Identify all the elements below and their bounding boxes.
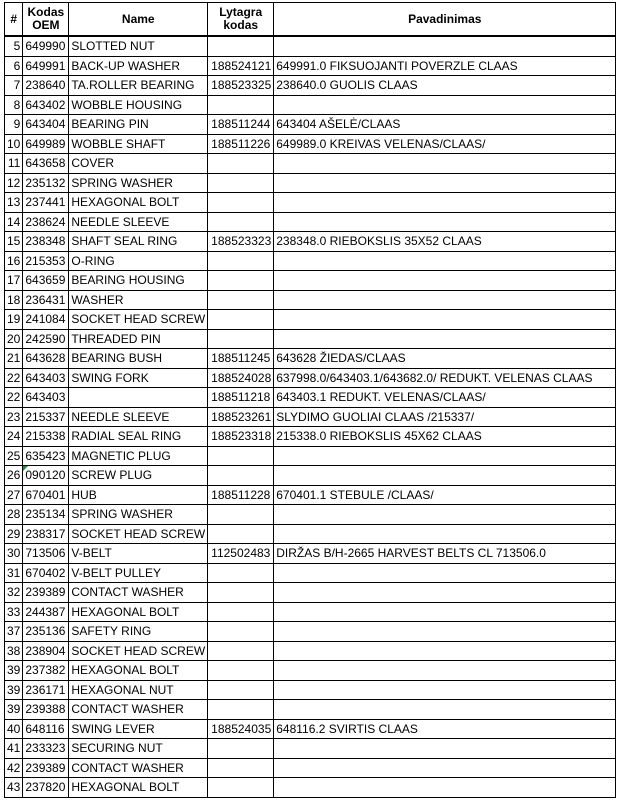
table-row bbox=[5, 368, 616, 388]
cell-name[interactable]: SECURING NUT bbox=[69, 739, 208, 759]
cell-number[interactable]: 38 bbox=[5, 641, 23, 661]
cell-lytagra-code[interactable] bbox=[208, 95, 274, 115]
cell-description[interactable] bbox=[274, 680, 616, 700]
cell-name[interactable]: HUB bbox=[69, 485, 208, 505]
table-row bbox=[5, 622, 616, 642]
cell-description[interactable] bbox=[274, 641, 616, 661]
cell-number[interactable]: 39 bbox=[5, 700, 23, 720]
cell-lytagra-code[interactable] bbox=[208, 173, 274, 193]
cell-name[interactable]: V-BELT PULLEY bbox=[69, 563, 208, 583]
table-row bbox=[5, 661, 616, 681]
cell-description[interactable] bbox=[274, 36, 616, 56]
cell-oem-code[interactable]: 670401 bbox=[23, 485, 69, 505]
cell-oem-code[interactable]: 643402 bbox=[23, 95, 69, 115]
cell-description[interactable] bbox=[274, 661, 616, 681]
cell-number[interactable]: 18 bbox=[5, 290, 23, 310]
cell-name[interactable]: RADIAL SEAL RING bbox=[69, 427, 208, 447]
table-row bbox=[5, 407, 616, 427]
cell-lytagra-code[interactable]: 188524121 bbox=[208, 56, 274, 76]
cell-name[interactable]: NEEDLE SLEEVE bbox=[69, 212, 208, 232]
cell-name[interactable]: TA.ROLLER BEARING bbox=[69, 76, 208, 96]
cell-number[interactable]: 9 bbox=[5, 115, 23, 135]
table-row bbox=[5, 251, 616, 271]
cell-lytagra-code[interactable] bbox=[208, 641, 274, 661]
table-row bbox=[5, 232, 616, 252]
cell-name[interactable]: NEEDLE SLEEVE bbox=[69, 407, 208, 427]
cell-description[interactable] bbox=[274, 563, 616, 583]
table-row bbox=[5, 56, 616, 76]
cell-number[interactable]: 21 bbox=[5, 349, 23, 369]
cell-oem-code[interactable]: 235132 bbox=[23, 173, 69, 193]
cell-number[interactable]: 41 bbox=[5, 739, 23, 759]
cell-oem-code[interactable]: 649989 bbox=[23, 134, 69, 154]
table-header bbox=[5, 3, 616, 37]
cell-description[interactable] bbox=[274, 173, 616, 193]
table-row bbox=[5, 524, 616, 544]
table-row bbox=[5, 680, 616, 700]
cell-number[interactable]: 14 bbox=[5, 212, 23, 232]
table-row bbox=[5, 583, 616, 603]
header-lytagra-code[interactable]: Lytagra kodas bbox=[208, 3, 274, 37]
cell-name[interactable]: BEARING PIN bbox=[69, 115, 208, 135]
cell-name[interactable]: SWING LEVER bbox=[69, 719, 208, 739]
cell-lytagra-code[interactable] bbox=[208, 290, 274, 310]
cell-oem-code[interactable]: 239389 bbox=[23, 583, 69, 603]
table-row bbox=[5, 427, 616, 447]
cell-description[interactable]: 649991.0 FIKSUOJANTI POVERZLE CLAAS bbox=[274, 56, 616, 76]
cell-lytagra-code[interactable]: 188523261 bbox=[208, 407, 274, 427]
cell-lytagra-code[interactable] bbox=[208, 251, 274, 271]
table-row bbox=[5, 76, 616, 96]
table-row bbox=[5, 154, 616, 174]
cell-number[interactable]: 28 bbox=[5, 505, 23, 525]
cell-oem-code[interactable]: 235134 bbox=[23, 505, 69, 525]
cell-oem-code[interactable]: 215337 bbox=[23, 407, 69, 427]
cell-lytagra-code[interactable]: 188524035 bbox=[208, 719, 274, 739]
cell-description[interactable]: SLYDIMO GUOLIAI CLAAS /215337/ bbox=[274, 407, 616, 427]
table-row bbox=[5, 446, 616, 466]
cell-number[interactable]: 5 bbox=[5, 36, 23, 56]
cell-description[interactable]: 238640.0 GUOLIS CLAAS bbox=[274, 76, 616, 96]
table-row bbox=[5, 329, 616, 349]
cell-description[interactable] bbox=[274, 271, 616, 291]
table-row bbox=[5, 485, 616, 505]
cell-description[interactable] bbox=[274, 329, 616, 349]
cell-number[interactable]: 30 bbox=[5, 544, 23, 564]
cell-oem-code[interactable]: 237820 bbox=[23, 778, 69, 798]
cell-name[interactable]: BEARING BUSH bbox=[69, 349, 208, 369]
cell-lytagra-code[interactable] bbox=[208, 193, 274, 213]
cell-oem-code[interactable]: 239388 bbox=[23, 700, 69, 720]
cell-number[interactable]: 19 bbox=[5, 310, 23, 330]
cell-oem-code[interactable]: 643403 bbox=[23, 388, 69, 408]
cell-description[interactable] bbox=[274, 154, 616, 174]
cell-oem-code-flagged[interactable]: 090120 bbox=[23, 466, 69, 486]
table-row bbox=[5, 134, 616, 154]
cell-name[interactable]: SWING FORK bbox=[69, 368, 208, 388]
cell-description[interactable]: 648116.2 SVIRTIS CLAAS bbox=[274, 719, 616, 739]
table-row bbox=[5, 466, 616, 486]
cell-number[interactable]: 39 bbox=[5, 661, 23, 681]
cell-name[interactable]: SOCKET HEAD SCREW bbox=[69, 641, 208, 661]
cell-name[interactable]: CONTACT WASHER bbox=[69, 758, 208, 778]
table-row bbox=[5, 544, 616, 564]
cell-number[interactable]: 29 bbox=[5, 524, 23, 544]
cell-oem-code[interactable]: 215338 bbox=[23, 427, 69, 447]
cell-name[interactable]: HEXAGONAL BOLT bbox=[69, 193, 208, 213]
cell-lytagra-code[interactable] bbox=[208, 700, 274, 720]
cell-lytagra-code[interactable] bbox=[208, 778, 274, 798]
cell-lytagra-code[interactable] bbox=[208, 310, 274, 330]
cell-name[interactable]: WASHER bbox=[69, 290, 208, 310]
cell-oem-code[interactable]: 649991 bbox=[23, 56, 69, 76]
cell-name[interactable]: O-RING bbox=[69, 251, 208, 271]
cell-description[interactable] bbox=[274, 700, 616, 720]
cell-lytagra-code[interactable]: 188523325 bbox=[208, 76, 274, 96]
cell-oem-code[interactable]: 238317 bbox=[23, 524, 69, 544]
cell-number[interactable]: 31 bbox=[5, 563, 23, 583]
cell-oem-code[interactable]: 215353 bbox=[23, 251, 69, 271]
table-row bbox=[5, 212, 616, 232]
cell-oem-code[interactable]: 236431 bbox=[23, 290, 69, 310]
cell-lytagra-code[interactable] bbox=[208, 271, 274, 291]
cell-lytagra-code[interactable]: 112502483 bbox=[208, 544, 274, 564]
header-row bbox=[5, 3, 616, 37]
cell-oem-code[interactable]: 648116 bbox=[23, 719, 69, 739]
table-row bbox=[5, 271, 616, 291]
cell-name[interactable]: CONTACT WASHER bbox=[69, 583, 208, 603]
cell-number[interactable]: 40 bbox=[5, 719, 23, 739]
cell-name[interactable]: SAFETY RING bbox=[69, 622, 208, 642]
cell-oem-code[interactable]: 670402 bbox=[23, 563, 69, 583]
cell-description[interactable] bbox=[274, 251, 616, 271]
cell-oem-code[interactable]: 643404 bbox=[23, 115, 69, 135]
table-row bbox=[5, 290, 616, 310]
cell-description[interactable] bbox=[274, 193, 616, 213]
table-row bbox=[5, 310, 616, 330]
cell-name[interactable]: WOBBLE HOUSING bbox=[69, 95, 208, 115]
cell-lytagra-code[interactable] bbox=[208, 212, 274, 232]
cell-oem-code[interactable]: 238904 bbox=[23, 641, 69, 661]
cell-lytagra-code[interactable] bbox=[208, 446, 274, 466]
cell-description[interactable] bbox=[274, 583, 616, 603]
cell-oem-code[interactable]: 713506 bbox=[23, 544, 69, 564]
cell-number[interactable]: 12 bbox=[5, 173, 23, 193]
header-oem-code[interactable]: Kodas OEM bbox=[23, 3, 69, 37]
cell-description[interactable]: 643403.1 REDUKT. VELENAS/CLAAS/ bbox=[274, 388, 616, 408]
table-row bbox=[5, 173, 616, 193]
header-description[interactable]: Pavadinimas bbox=[274, 3, 616, 37]
table-row bbox=[5, 719, 616, 739]
cell-description[interactable] bbox=[274, 602, 616, 622]
header-number[interactable]: # bbox=[5, 3, 23, 37]
cell-oem-code[interactable]: 643658 bbox=[23, 154, 69, 174]
cell-lytagra-code[interactable] bbox=[208, 622, 274, 642]
cell-name[interactable]: SHAFT SEAL RING bbox=[69, 232, 208, 252]
cell-name[interactable]: SPRING WASHER bbox=[69, 505, 208, 525]
cell-lytagra-code[interactable] bbox=[208, 661, 274, 681]
cell-name[interactable]: BACK-UP WASHER bbox=[69, 56, 208, 76]
cell-lytagra-code[interactable]: 188511228 bbox=[208, 485, 274, 505]
cell-oem-code[interactable]: 238624 bbox=[23, 212, 69, 232]
table-row bbox=[5, 641, 616, 661]
cell-lytagra-code[interactable] bbox=[208, 466, 274, 486]
table-row bbox=[5, 36, 616, 56]
cell-name[interactable]: COVER bbox=[69, 154, 208, 174]
cell-name[interactable]: THREADED PIN bbox=[69, 329, 208, 349]
cell-name[interactable]: MAGNETIC PLUG bbox=[69, 446, 208, 466]
cell-name[interactable]: HEXAGONAL NUT bbox=[69, 680, 208, 700]
cell-oem-code[interactable]: 237382 bbox=[23, 661, 69, 681]
cell-description[interactable] bbox=[274, 739, 616, 759]
cell-name[interactable]: HEXAGONAL BOLT bbox=[69, 602, 208, 622]
cell-description[interactable] bbox=[274, 505, 616, 525]
cell-number[interactable]: 24 bbox=[5, 427, 23, 447]
cell-name[interactable]: SCREW PLUG bbox=[69, 466, 208, 486]
cell-name[interactable]: BEARING HOUSING bbox=[69, 271, 208, 291]
cell-oem-code[interactable]: 649990 bbox=[23, 36, 69, 56]
cell-description[interactable]: 643404 AŠELĖ/CLAAS bbox=[274, 115, 616, 135]
table-row bbox=[5, 95, 616, 115]
table-row bbox=[5, 505, 616, 525]
cell-number[interactable]: 43 bbox=[5, 778, 23, 798]
cell-lytagra-code[interactable] bbox=[208, 505, 274, 525]
cell-number[interactable]: 7 bbox=[5, 76, 23, 96]
cell-name[interactable] bbox=[69, 388, 208, 408]
cell-description[interactable] bbox=[274, 446, 616, 466]
cell-name[interactable]: SPRING WASHER bbox=[69, 173, 208, 193]
cell-lytagra-code[interactable]: 188511226 bbox=[208, 134, 274, 154]
table-row bbox=[5, 115, 616, 135]
cell-number[interactable]: 22 bbox=[5, 368, 23, 388]
cell-lytagra-code[interactable] bbox=[208, 583, 274, 603]
cell-description[interactable]: 238348.0 RIEBOKSLIS 35X52 CLAAS bbox=[274, 232, 616, 252]
cell-oem-code[interactable]: 244387 bbox=[23, 602, 69, 622]
table-row bbox=[5, 778, 616, 798]
cell-name[interactable]: SLOTTED NUT bbox=[69, 36, 208, 56]
cell-oem-code[interactable]: 238348 bbox=[23, 232, 69, 252]
cell-name[interactable]: HEXAGONAL BOLT bbox=[69, 661, 208, 681]
cell-lytagra-code[interactable]: 188523323 bbox=[208, 232, 274, 252]
cell-lytagra-code[interactable] bbox=[208, 602, 274, 622]
cell-oem-code[interactable]: 643628 bbox=[23, 349, 69, 369]
cell-description[interactable]: 670401.1 STEBULE /CLAAS/ bbox=[274, 485, 616, 505]
cell-oem-code[interactable]: 643403 bbox=[23, 368, 69, 388]
cell-name[interactable]: SOCKET HEAD SCREW bbox=[69, 524, 208, 544]
cell-number[interactable]: 6 bbox=[5, 56, 23, 76]
cell-number[interactable]: 26 bbox=[5, 466, 23, 486]
cell-number[interactable]: 25 bbox=[5, 446, 23, 466]
cell-name[interactable]: WOBBLE SHAFT bbox=[69, 134, 208, 154]
table-row bbox=[5, 563, 616, 583]
table-row bbox=[5, 193, 616, 213]
cell-description[interactable] bbox=[274, 778, 616, 798]
table-row bbox=[5, 700, 616, 720]
cell-lytagra-code[interactable] bbox=[208, 329, 274, 349]
cell-description[interactable]: 643628 ŽIEDAS/CLAAS bbox=[274, 349, 616, 369]
cell-oem-code[interactable]: 241084 bbox=[23, 310, 69, 330]
cell-description[interactable] bbox=[274, 622, 616, 642]
cell-number[interactable]: 20 bbox=[5, 329, 23, 349]
cell-number[interactable]: 11 bbox=[5, 154, 23, 174]
cell-lytagra-code[interactable]: 188511244 bbox=[208, 115, 274, 135]
table-row bbox=[5, 388, 616, 408]
cell-number[interactable]: 37 bbox=[5, 622, 23, 642]
cell-number[interactable]: 42 bbox=[5, 758, 23, 778]
cell-lytagra-code[interactable] bbox=[208, 524, 274, 544]
cell-description[interactable]: 215338.0 RIEBOKSLIS 45X62 CLAAS bbox=[274, 427, 616, 447]
cell-number[interactable]: 32 bbox=[5, 583, 23, 603]
cell-lytagra-code[interactable] bbox=[208, 758, 274, 778]
cell-name[interactable]: SOCKET HEAD SCREW bbox=[69, 310, 208, 330]
cell-number[interactable]: 8 bbox=[5, 95, 23, 115]
cell-description[interactable] bbox=[274, 212, 616, 232]
cell-lytagra-code[interactable]: 188511245 bbox=[208, 349, 274, 369]
header-name[interactable]: Name bbox=[69, 3, 208, 37]
cell-name[interactable]: CONTACT WASHER bbox=[69, 700, 208, 720]
cell-name[interactable]: V-BELT bbox=[69, 544, 208, 564]
cell-description[interactable]: 649989.0 KREIVAS VELENAS/CLAAS/ bbox=[274, 134, 616, 154]
cell-oem-code[interactable]: 242590 bbox=[23, 329, 69, 349]
table-body bbox=[5, 36, 616, 797]
cell-number[interactable]: 13 bbox=[5, 193, 23, 213]
cell-number[interactable]: 16 bbox=[5, 251, 23, 271]
cell-name[interactable]: HEXAGONAL BOLT bbox=[69, 778, 208, 798]
parts-table bbox=[4, 2, 616, 798]
cell-oem-code[interactable]: 236171 bbox=[23, 680, 69, 700]
cell-description[interactable]: 637998.0/643403.1/643682.0/ REDUKT. VELENAS CLAAS bbox=[274, 368, 616, 388]
cell-oem-code[interactable]: 635423 bbox=[23, 446, 69, 466]
cell-number[interactable]: 33 bbox=[5, 602, 23, 622]
table-row bbox=[5, 739, 616, 759]
cell-lytagra-code[interactable] bbox=[208, 154, 274, 174]
cell-number[interactable]: 17 bbox=[5, 271, 23, 291]
cell-number[interactable]: 27 bbox=[5, 485, 23, 505]
table-row bbox=[5, 602, 616, 622]
cell-description[interactable] bbox=[274, 290, 616, 310]
table-row bbox=[5, 349, 616, 369]
cell-lytagra-code[interactable] bbox=[208, 739, 274, 759]
cell-description[interactable] bbox=[274, 466, 616, 486]
cell-lytagra-code[interactable]: 188524028 bbox=[208, 368, 274, 388]
cell-oem-code[interactable]: 233323 bbox=[23, 739, 69, 759]
cell-description[interactable] bbox=[274, 310, 616, 330]
cell-description[interactable] bbox=[274, 524, 616, 544]
cell-lytagra-code[interactable] bbox=[208, 680, 274, 700]
cell-lytagra-code[interactable]: 188523318 bbox=[208, 427, 274, 447]
cell-description[interactable] bbox=[274, 758, 616, 778]
cell-oem-code[interactable]: 238640 bbox=[23, 76, 69, 96]
cell-description[interactable]: DIRŽAS B/H-2665 HARVEST BELTS CL 713506.0 bbox=[274, 544, 616, 564]
cell-description[interactable] bbox=[274, 95, 616, 115]
cell-oem-code[interactable]: 237441 bbox=[23, 193, 69, 213]
cell-oem-code[interactable]: 235136 bbox=[23, 622, 69, 642]
table-row bbox=[5, 758, 616, 778]
cell-number[interactable]: 22 bbox=[5, 388, 23, 408]
cell-lytagra-code[interactable] bbox=[208, 563, 274, 583]
cell-number[interactable]: 39 bbox=[5, 680, 23, 700]
cell-number[interactable]: 10 bbox=[5, 134, 23, 154]
cell-number[interactable]: 15 bbox=[5, 232, 23, 252]
cell-number[interactable]: 23 bbox=[5, 407, 23, 427]
cell-lytagra-code[interactable] bbox=[208, 36, 274, 56]
cell-lytagra-code[interactable]: 188511218 bbox=[208, 388, 274, 408]
cell-oem-code[interactable]: 643659 bbox=[23, 271, 69, 291]
cell-oem-code[interactable]: 239389 bbox=[23, 758, 69, 778]
